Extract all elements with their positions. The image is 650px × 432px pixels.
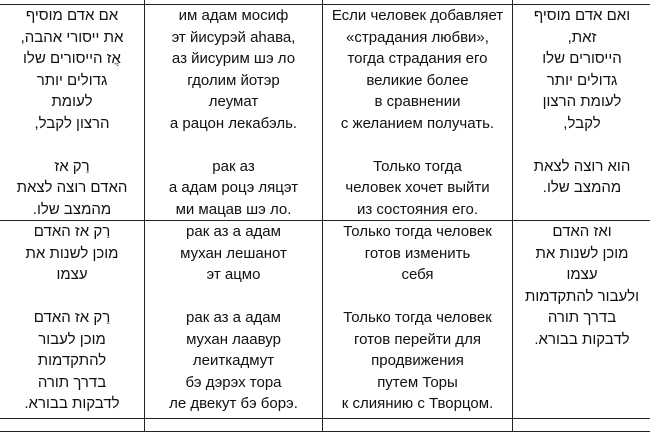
cell-line: мухан лаавур [145,329,322,351]
cell-line: готов перейти для [323,329,512,351]
cell-line: רַק אז האדם [0,221,144,243]
cell-line: מהמצב שלו. [0,199,144,221]
cell-line: леиткадмут [145,350,322,372]
cell-hebrew-modern [513,5,650,221]
cell-line: אם אדם מוסיף [0,5,144,27]
trailing-row-cut-off [0,419,650,432]
cell-line: Если человек добавляет [323,5,512,27]
cell-line: ולעבור להתקדמות [513,286,650,308]
cell-line: הייסורים שלו [513,48,650,70]
cell-line: эт йисурэй аhава, [145,27,322,49]
cell-line: мухан лешанот [145,243,322,265]
cell-line [145,286,322,308]
cell-line: эт ацмо [145,264,322,286]
cell-hebrew-vowelized [0,5,145,221]
cell-line: рак аз [145,156,322,178]
cell-line: человек хочет выйти [323,177,512,199]
cell-line: рак аз а адам [145,221,322,243]
cell-line: тогда страдания его [323,48,512,70]
cell-line: им адам мосиф [145,5,322,27]
cell-hebrew-modern [513,221,650,419]
cell-line: к слиянию с Творцом. [323,393,512,415]
cell-line: путем Торы [323,372,512,394]
cell-line: בדרך תורה [513,307,650,329]
cell-hebrew-vowelized [0,221,145,419]
cell-transliteration [145,5,323,221]
table-row [0,221,650,419]
cell-line: Только тогда человек [323,307,512,329]
cell-line: в сравнении [323,91,512,113]
cell-line: להתקדמות [0,350,144,372]
cell-line [323,134,512,156]
cell-line: האדם רוצה לצאת [0,177,144,199]
cell-transliteration [145,221,323,419]
cell-line: а адам роцэ ляцэт [145,177,322,199]
cell-line: а рацон лекабэль. [145,113,322,135]
cell-line: ואם אדם מוסיף [513,5,650,27]
cell-line: הוא רוצה לצאת [513,156,650,178]
cell-line: את ייסורי אהבה, [0,27,144,49]
cell-line: ואז האדם [513,221,650,243]
cell-line [0,134,144,156]
cell-line: продвижения [323,350,512,372]
cell-line: Только тогда человек [323,221,512,243]
table-row [0,5,650,221]
cell-line: מוכן לשנות את [0,243,144,265]
cell-line: гдолим йотэр [145,70,322,92]
cell-line [0,286,144,308]
cell-line: מוכן לשנות את [513,243,650,265]
cell-line: בדרך תורה [0,372,144,394]
cell-line: עצמו [513,264,650,286]
cell-line: זאת, [513,27,650,49]
cell-line: великие более [323,70,512,92]
cell-line: ми мацав шэ ло. [145,199,322,221]
cell-line: אֲז הייסורים שלו [0,48,144,70]
cell-line: ле двекут бэ борэ. [145,393,322,415]
cell-line: готов изменить [323,243,512,265]
cell-line: מהמצב שלו. [513,177,650,199]
cell-line: מוכן לעבור [0,329,144,351]
cell-line: רַק אז האדם [0,307,144,329]
cell-line: с желанием получать. [323,113,512,135]
cell-line: «страдания любви», [323,27,512,49]
cell-line: לדבקות בבורא. [0,393,144,415]
cell-line: Только тогда [323,156,512,178]
cell-line: себя [323,264,512,286]
cell-line [323,286,512,308]
cell-line: הרצון לקבל, [0,113,144,135]
cell-russian [323,221,513,419]
cell-russian [323,5,513,221]
cell-line: аз йисурим шэ ло [145,48,322,70]
cell-line [145,134,322,156]
cell-line: рак аз а адам [145,307,322,329]
cell-line [513,134,650,156]
cell-line: לדבקות בבורא. [513,329,650,351]
cell-line: עצמו [0,264,144,286]
cell-line: לעומת [0,91,144,113]
cell-line: גדולים יותר [0,70,144,92]
cell-line: לקבל, [513,113,650,135]
cell-line: לעומת הרצון [513,91,650,113]
cell-line: бэ дэрэх тора [145,372,322,394]
cell-line: из состояния его. [323,199,512,221]
cell-line: גדולים יותר [513,70,650,92]
cell-line: רַק אז [0,156,144,178]
cell-line: леумат [145,91,322,113]
